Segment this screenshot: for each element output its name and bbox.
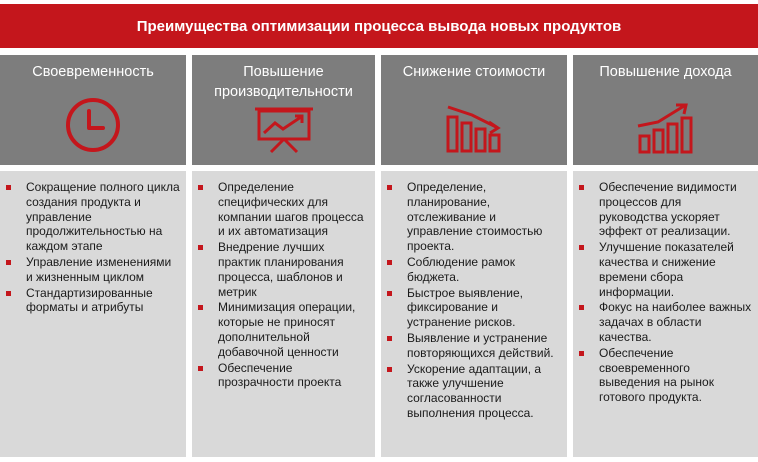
benefit-list [0, 180, 180, 315]
list-item: Обеспечение своевременного выведения на рынок готового продукта. [573, 346, 752, 405]
list-item: Обеспечение видимости процессов для руководства ускоряет эффект от реализации. [573, 180, 752, 239]
list-item: Ускорение адаптации, а также улучшение согласованности выполнения процесса. [381, 362, 561, 421]
list-item: Фокус на наиболее важных задачах в области качества. [573, 300, 752, 344]
column-header [573, 55, 758, 165]
list-item: Соблюдение рамок бюджета. [381, 255, 561, 285]
column-title: Повышение производительности [214, 64, 353, 100]
column-body [573, 171, 758, 457]
benefit-list [573, 180, 752, 405]
column-body [0, 171, 186, 457]
list-item: Внедрение лучших практик планирования процесса, шаблонов и метрик [192, 240, 369, 299]
list-item: Быстрое выявление, фиксирование и устранение рисков. [381, 286, 561, 330]
column-cost-reduction [381, 55, 567, 457]
column-title: Повышение дохода [599, 64, 732, 80]
column-body [192, 171, 375, 457]
column-header [381, 55, 567, 165]
list-item: Выявление и устранение повторяющихся действий. [381, 331, 561, 361]
column-body [381, 171, 567, 457]
bar-chart-up-icon [634, 100, 698, 156]
list-item: Улучшение показателей качества и снижение времени сбора информации. [573, 240, 752, 299]
list-item: Обеспечение прозрачности проекта [192, 361, 369, 391]
list-item: Стандартизированные форматы и атрибуты [0, 286, 180, 316]
page-title: Преимущества оптимизации процесса вывода новых продуктов [0, 4, 758, 48]
list-item: Управление изменениями и жизненным циклом [0, 255, 180, 285]
clock-icon [63, 95, 123, 155]
benefit-list [192, 180, 369, 390]
column-header [192, 55, 375, 165]
column-header [0, 55, 186, 165]
column-revenue-growth [573, 55, 758, 457]
column-title: Своевременность [32, 64, 154, 80]
column-timeliness [0, 55, 186, 457]
column-title: Снижение стоимости [402, 64, 546, 80]
column-productivity [192, 55, 375, 457]
list-item: Определение, планирование, отслеживание и управление стоимостью проекта. [381, 180, 561, 254]
list-item: Минимизация операции, которые не приносят дополнительной добавочной ценности [192, 300, 369, 359]
bar-chart-down-icon [442, 103, 506, 155]
list-item: Сокращение полного цикла создания продукта и управление продолжительностью на каждом этапе [0, 180, 180, 254]
presentation-chart-icon [251, 105, 317, 155]
benefit-list [381, 180, 561, 421]
list-item: Определение специфических для компании шагов процесса и их автоматизация [192, 180, 369, 239]
